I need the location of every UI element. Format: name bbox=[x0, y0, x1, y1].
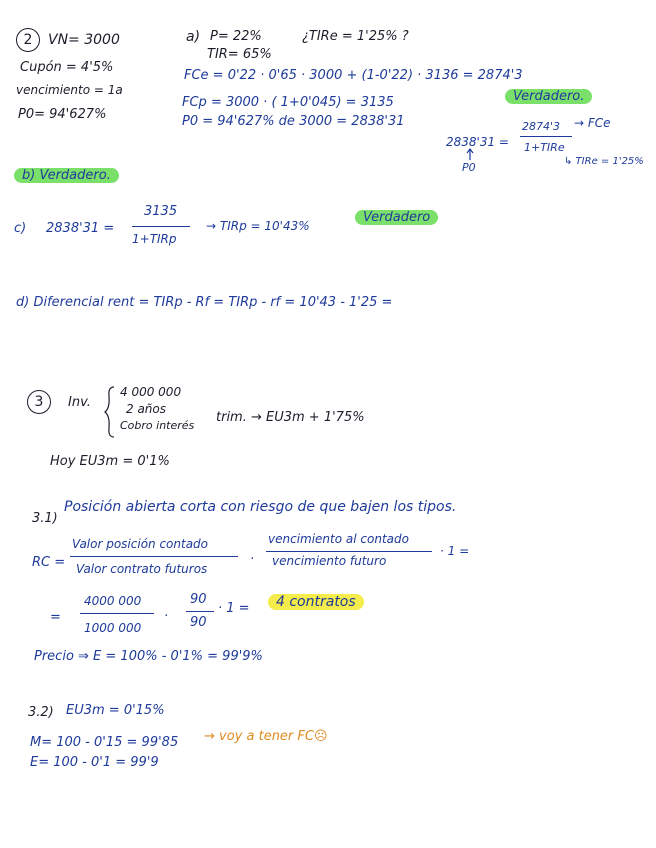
fce-equation: FCe = 0'22 · 0'65 · 3000 + (1-0'22) · 3136 = 2874'3 bbox=[184, 68, 523, 83]
part-a-tir: TIR= 65% bbox=[207, 47, 272, 62]
part-d-equation: d) Diferencial rent = TIRp - Rf = TIRp - rf = 10'43 - 1'25 = bbox=[16, 295, 393, 310]
fraction-numerator: 2874'3 bbox=[522, 120, 561, 133]
rc-label: RC = bbox=[32, 555, 66, 570]
calc-fraction-bar-2 bbox=[186, 611, 214, 612]
fraction-p0-label: P0 bbox=[462, 161, 476, 174]
inv-label: Inv. bbox=[68, 395, 91, 410]
section-3-1-label: 3.1) bbox=[32, 511, 58, 526]
inv-years: 2 años bbox=[126, 402, 167, 416]
contratos-highlight: 4 contratos bbox=[268, 594, 364, 610]
rc-numerator-1: Valor posición contado bbox=[72, 537, 209, 551]
inv-amount: 4 000 000 bbox=[120, 385, 182, 399]
curly-brace bbox=[104, 386, 116, 438]
fraction-bar bbox=[520, 136, 572, 137]
calc-numerator-2: 90 bbox=[190, 592, 207, 607]
part-c-result: → TIRp = 10'43% bbox=[206, 219, 310, 233]
rc-fraction-bar-2 bbox=[266, 551, 432, 552]
vn-value: VN= 3000 bbox=[48, 32, 120, 48]
part-a-question: ¿TIRe = 1'25% ? bbox=[302, 29, 409, 44]
part-b-verdadero: b) Verdadero. bbox=[14, 168, 119, 183]
precio-line: Precio ⇒ E = 100% - 0'1% = 99'9% bbox=[34, 649, 263, 664]
part-c-left: 2838'31 = bbox=[46, 221, 115, 236]
calc-fraction-bar-1 bbox=[80, 613, 154, 614]
section-3-2-label: 3.2) bbox=[28, 705, 54, 720]
cupon-value: Cupón = 4'5% bbox=[20, 60, 114, 75]
fcp-equation: FCp = 3000 · ( 1+0'045) = 3135 bbox=[182, 95, 394, 110]
section-3-1-text: Posición abierta corta con riesgo de que bajen los tipos. bbox=[64, 499, 457, 515]
part-c-numerator: 3135 bbox=[144, 204, 178, 219]
part-c-denominator: 1+TIRp bbox=[132, 232, 177, 246]
hoy-eu3m: Hoy EU3m = 0'1% bbox=[50, 454, 170, 469]
part-c-fraction-bar bbox=[132, 226, 190, 227]
vencimiento-value: vencimiento = 1a bbox=[16, 83, 123, 97]
fraction-numerator-arrow: → FCe bbox=[574, 116, 611, 130]
e-equation: E= 100 - 0'1 = 99'9 bbox=[30, 755, 159, 770]
part-a-p: P= 22% bbox=[210, 29, 262, 44]
arrow-up-icon bbox=[466, 148, 474, 160]
calc-denominator-1: 1000 000 bbox=[84, 621, 142, 635]
section-3-2-eu3m: EU3m = 0'15% bbox=[66, 703, 165, 718]
m-equation: M= 100 - 0'15 = 99'85 bbox=[30, 735, 179, 750]
exercise-number-2: 2 bbox=[16, 28, 40, 52]
fraction-left: 2838'31 = bbox=[446, 135, 509, 149]
rc-tail: · 1 = bbox=[440, 544, 470, 558]
fraction-denominator: 1+TIRe bbox=[524, 141, 565, 154]
calc-dot: · bbox=[164, 609, 169, 624]
calc-equals: = bbox=[50, 610, 61, 625]
calc-tail: · 1 = bbox=[218, 601, 250, 616]
fraction-tire-label: ↳ TIRe = 1'25% bbox=[564, 156, 644, 167]
calc-numerator-1: 4000 000 bbox=[84, 594, 142, 608]
calc-denominator-2: 90 bbox=[190, 615, 207, 630]
part-a-label: a) bbox=[186, 29, 201, 45]
p0-equation: P0 = 94'627% de 3000 = 2838'31 bbox=[182, 114, 405, 129]
part-c-label: c) bbox=[14, 221, 27, 236]
rc-fraction-bar-1 bbox=[70, 556, 238, 557]
p0-value: P0= 94'627% bbox=[18, 107, 107, 122]
rc-dot-1: · bbox=[250, 552, 255, 567]
exercise-number-3: 3 bbox=[27, 390, 51, 414]
inv-trim: trim. → EU3m + 1'75% bbox=[216, 410, 365, 425]
rc-denominator-1: Valor contrato futuros bbox=[76, 562, 208, 576]
rc-numerator-2: vencimiento al contado bbox=[268, 532, 409, 546]
inv-cobro: Cobro interés bbox=[120, 419, 195, 432]
orange-note: → voy a tener FC☹ bbox=[204, 729, 328, 744]
rc-denominator-2: vencimiento futuro bbox=[272, 554, 387, 568]
verdadero-highlight-a: Verdadero. bbox=[505, 89, 592, 104]
part-c-verdadero: Verdadero bbox=[355, 210, 438, 225]
